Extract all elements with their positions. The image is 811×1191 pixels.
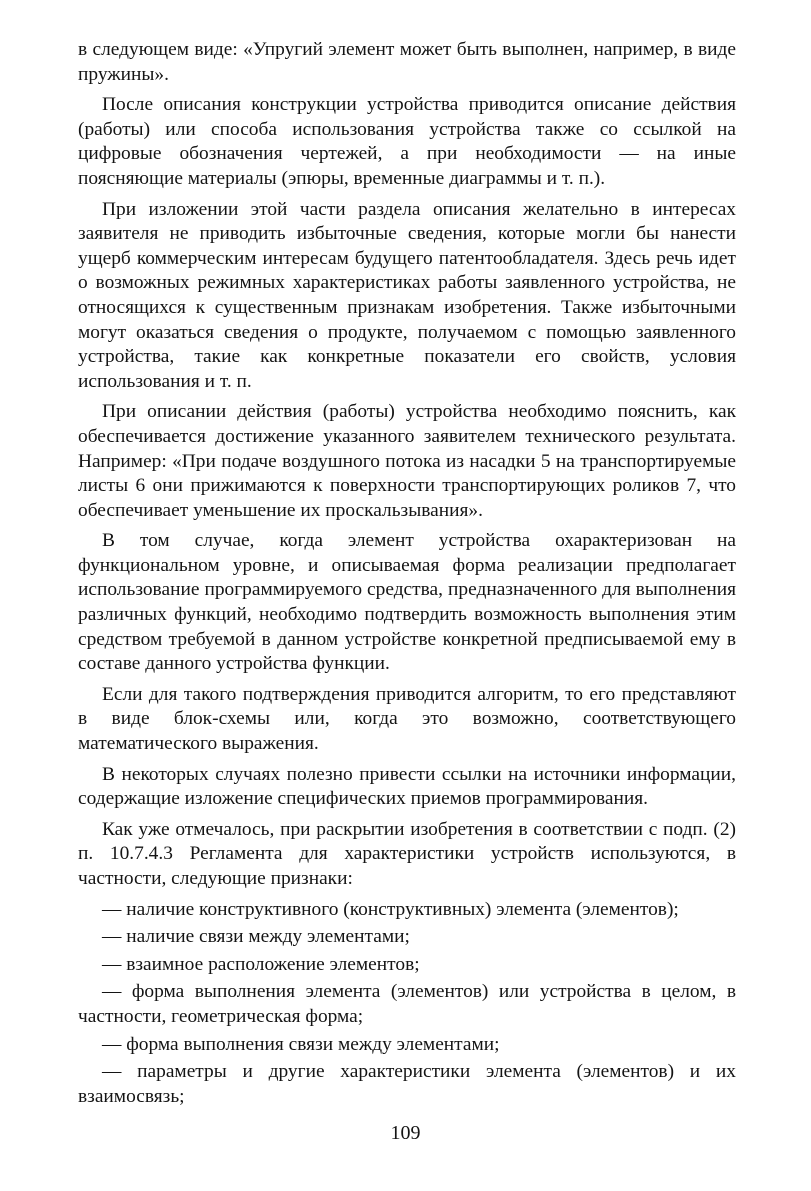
paragraph-action-description: После описания конструкции устройства приводится описание действия (работы) или способа использования устройства также со ссылкой на цифровые обозначения чертежей, а при необходимости — на иные поясняющие материалы (эпюры, временные диаграммы и т. п.).: [78, 94, 736, 189]
list-item: — форма выполнения элемента (элементов) или устройства в целом, в частности, геометрическая форма;: [78, 981, 736, 1027]
list-item: — параметры и другие характеристики элемента (элементов) и их взаимосвязь;: [78, 1061, 736, 1107]
paragraph-references: В некоторых случаях полезно привести ссылки на источники информации, содержащие изложение специфических приемов программирования.: [78, 763, 736, 810]
paragraph-functional-level: В том случае, когда элемент устройства охарактеризован на функциональном уровне, и описываемая форма реализации предполагает использование программируемого средства, предназначенного для выполнения различных функций, необходимо подтвердить возможность выполнения этим средством требуемой в данном устройстве конкретной предписываемой ему в составе данного устройства функции.: [78, 530, 736, 675]
paragraph-excess-information: При изложении этой части раздела описания желательно в интересах заявителя не приводить избыточные сведения, которые могли бы нанести ущерб коммерческим интересам будущего патентообладателя. Здесь речь идет о возможных режимных характеристиках работы заявленного устройства, не относящихся к существенным признакам изобретения. Также избыточными могут оказаться сведения о продукте, получаемом с помощью заявленного устройства, такие как конкретные показатели его свойств, условия использования и т. п.: [78, 198, 736, 392]
page-number: 109: [390, 1122, 421, 1144]
list-item: — взаимное расположение элементов;: [102, 953, 420, 975]
list-item: — наличие связи между элементами;: [102, 926, 410, 948]
paragraph-continuation: в следующем виде: «Упругий элемент может быть выполнен, например, в виде пружины».: [78, 39, 736, 85]
list-item: — наличие конструктивного (конструктивных) элемента (элементов);: [102, 898, 679, 920]
document-page: [78, 38, 736, 1148]
list-item: — форма выполнения связи между элементами;: [102, 1033, 500, 1055]
paragraph-features-intro: Как уже отмечалось, при раскрытии изобретения в соответствии с подп. (2) п. 10.7.4.3 Регламента для характеристики устройств используются, в частности, следующие признаки:: [78, 818, 736, 889]
paragraph-algorithm: Если для такого подтверждения приводится алгоритм, то его представляют в виде блок-схемы или, когда это возможно, соответствующего математического выражения.: [78, 683, 736, 755]
paragraph-technical-result: При описании действия (работы) устройства необходимо пояснить, как обеспечивается достижение указанного заявителем технического результата. Например: «При подаче воздушного потока из насадки 5 на транспортируемые листы 6 они прижимаются к поверхности транспортирующих роликов 7, что обеспечивает уменьшение их проскальзывания».: [78, 401, 736, 521]
